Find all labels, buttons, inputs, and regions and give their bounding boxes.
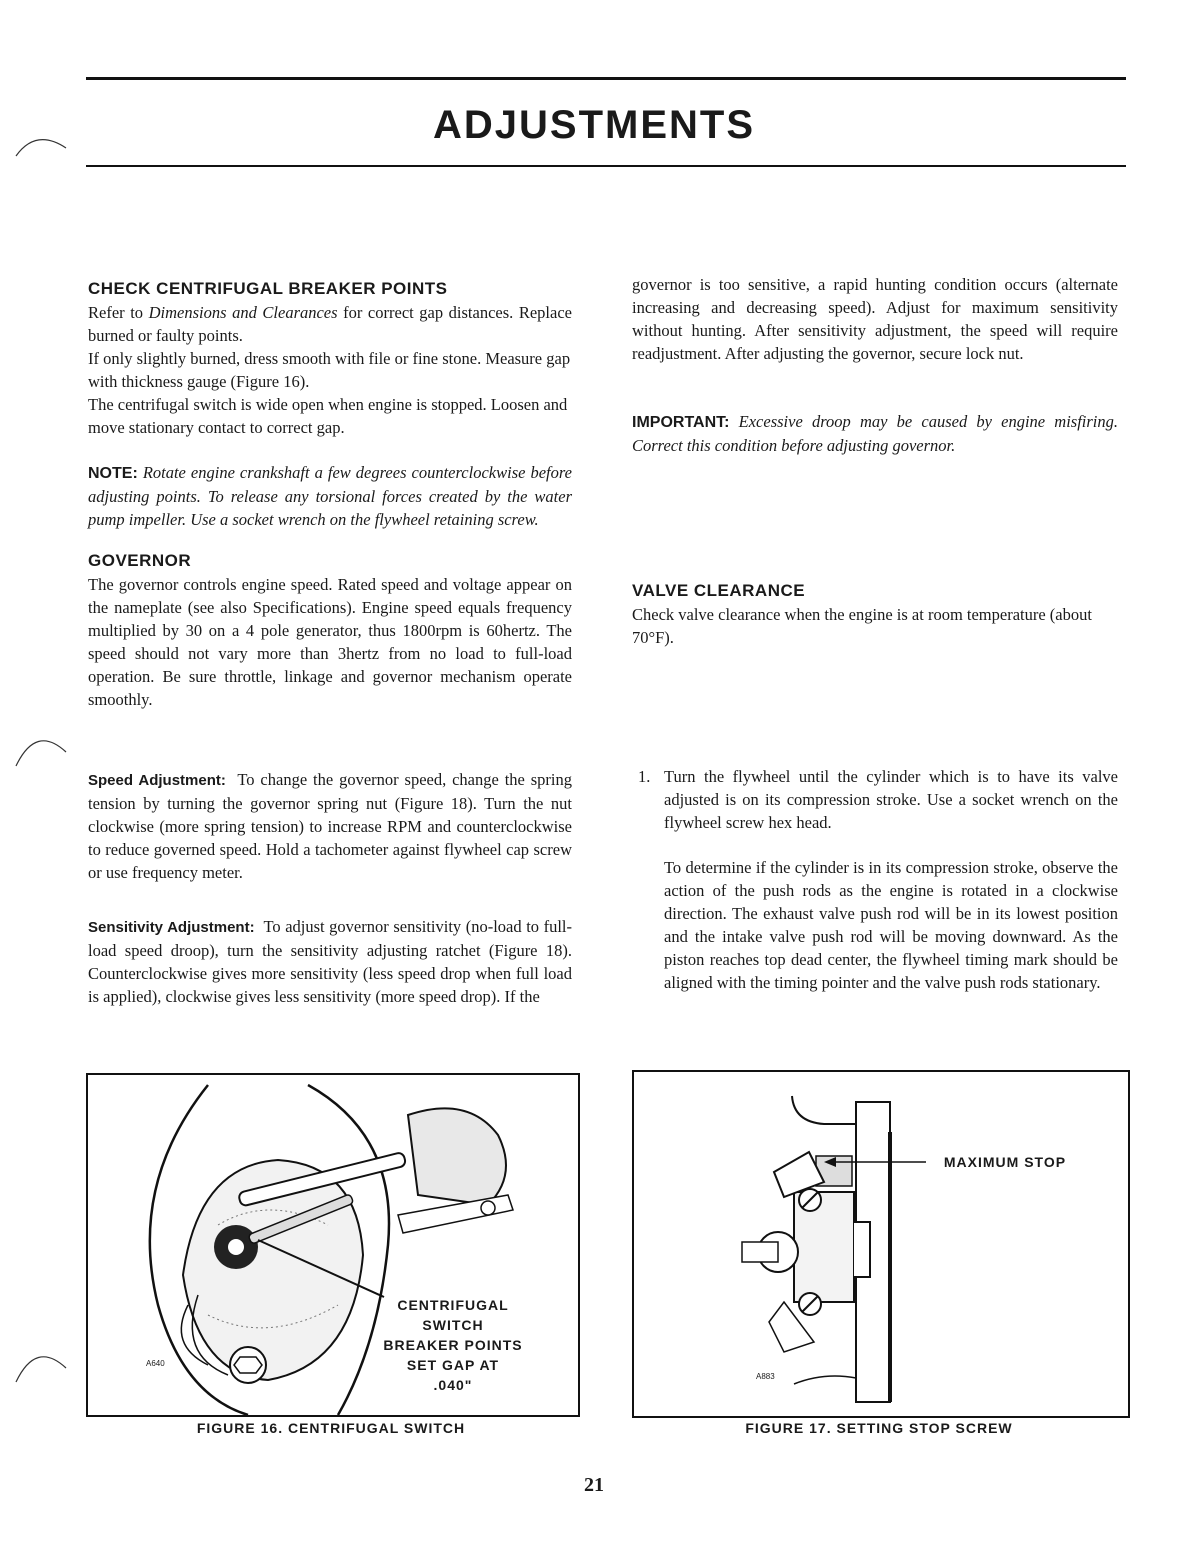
right-column — [632, 273, 1118, 994]
speed-adjustment — [88, 768, 572, 884]
important-label: IMPORTANT: — [632, 414, 730, 431]
figure-16-frame — [86, 1073, 580, 1417]
valve-heading: VALVE CLEARANCE — [632, 581, 806, 600]
stop-screw-illustration — [634, 1072, 1128, 1416]
breaker-paragraph-3: The centrifugal switch is wide open when engine is stopped. Loosen and move stationary contact to correct gap. — [88, 395, 568, 437]
note-text: Rotate engine crankshaft a few degrees counterclockwise before adjusting points. To release any torsional forces created by the water pump impeller. Use a socket wrench on the flywheel retaining screw. — [88, 463, 573, 529]
page-title: ADJUSTMENTS — [432, 103, 756, 147]
sensitivity-adjustment — [88, 915, 572, 1008]
binder-hole-mark — [14, 1334, 70, 1384]
step-text: Turn the flywheel until the cylinder which is to have its valve adjusted is on its compression stroke. Use a socket wrench on the flywheel screw hex head. — [664, 767, 1118, 832]
governor-body: The governor controls engine speed. Rated speed and voltage appear on the nameplate (see also Specifications). Engine speed equals frequency multiplied by 30 on a 4 pole generator, thus 1800rpm is 60hertz. The speed should not vary more than 3hertz from no load to full-load operation. Be sure throttle, linkage and governor mechanism operate smoothly. — [88, 575, 572, 709]
step-number: 1. — [638, 767, 651, 786]
breaker-paragraph-1: Refer to Dimensions and Clearances for correct gap distances. Replace burned or faulty points. — [88, 303, 572, 345]
valve-intro: Check valve clearance when the engine is at room temperature (about 70°F). — [632, 605, 1092, 647]
figure-16-caption: FIGURE 16. CENTRIFUGAL SWITCH — [196, 1420, 466, 1436]
breaker-heading: CHECK CENTRIFUGAL BREAKER POINTS — [88, 279, 448, 298]
sensitivity-adjustment-text: To adjust governor sensitivity (no-load to full-load speed droop), turn the sensitivity adjusting ratchet (Figure 18). Counterclockwise gives more sensitivity (less speed drop when full load is applied), clockwise gives less sensitivity (more speed drop). If the — [88, 917, 573, 1006]
binder-hole-mark — [14, 718, 70, 768]
governor-heading: GOVERNOR — [88, 551, 192, 570]
figure-17-frame — [632, 1070, 1130, 1418]
figure-17-code: A883 — [756, 1372, 775, 1381]
sensitivity-adjustment-label: Sensitivity Adjustment: — [88, 919, 255, 936]
important-note — [632, 410, 1118, 457]
left-column — [88, 277, 572, 1008]
governor-continued: governor is too sensitive, a rapid hunting condition occurs (alternate increasing and decreasing speed). Adjust for maximum sensitivity without hunting. After sensitivity adjustment, the speed will require readjustment. After adjusting the governor, secure lock nut. — [632, 275, 1118, 363]
figure-16-callout: CENTRIFUGAL SWITCH BREAKER POINTS SET GAP AT .040" — [383, 1297, 523, 1393]
step-detail: To determine if the cylinder is in its compression stroke, observe the action of the push rods as the engine is rotated in a clockwise direction. The exhaust valve push rod will be in its lowest position and the intake valve push rod will be moving downward. As the piston reaches top dead center, the flywheel timing mark should be aligned with the timing pointer and the valve push rods stationary. — [664, 858, 1118, 992]
breaker-paragraph-2: If only slightly burned, dress smooth with file or fine stone. Measure gap with thickness gauge (Figure 16). — [88, 349, 571, 391]
speed-adjustment-text: To change the governor speed, change the spring tension by turning the governor spring nut (Figure 18). Turn the nut clockwise (more spring tension) to increase RPM and counterclockwise to reduce governed speed. Hold a tachometer against flywheel cap screw or use frequency meter. — [88, 770, 573, 882]
speed-adjustment-label: Speed Adjustment: — [88, 772, 226, 789]
figure-16-code: A640 — [146, 1359, 165, 1368]
breaker-note — [88, 461, 572, 531]
top-rule — [86, 77, 1126, 80]
binder-hole-mark — [14, 128, 70, 158]
page-number: 21 — [584, 1474, 604, 1496]
important-text: Excessive droop may be caused by engine misfiring. Correct this condition before adjusting governor. — [632, 412, 1119, 455]
valve-steps — [632, 765, 1118, 994]
title-underline — [86, 165, 1126, 167]
figure-17-caption: FIGURE 17. SETTING STOP SCREW — [745, 1420, 1013, 1436]
list-item — [632, 765, 1118, 994]
note-label: NOTE: — [88, 465, 138, 482]
figure-17-callout: MAXIMUM STOP — [943, 1154, 1067, 1170]
